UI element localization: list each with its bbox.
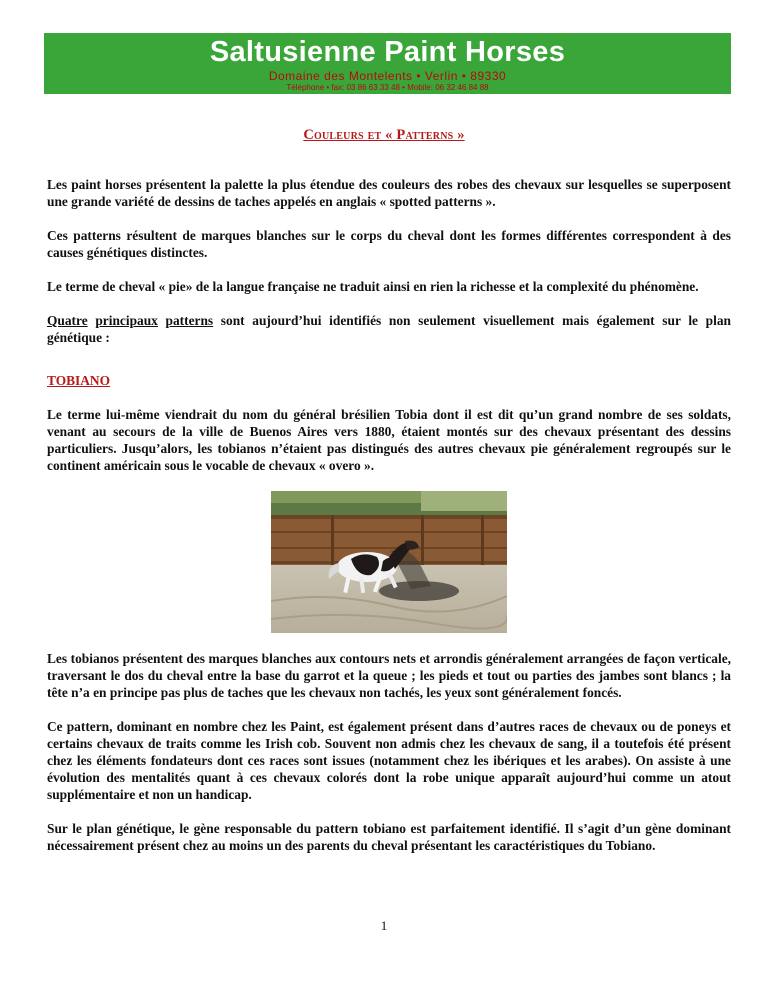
underlined-word-quatre: Quatre [47, 313, 88, 328]
intro-paragraph-4 [47, 312, 731, 346]
intro-paragraph-4-rest: sont aujourd’hui identifiés non seulement visuellement mais également sur le plan génétique : [47, 313, 731, 345]
header-address: Domaine des Montelents • Verlin • 89330 [268, 69, 507, 83]
page-number: 1 [380, 918, 388, 933]
tobiano-heading: TOBIANO [47, 373, 111, 388]
tobiano-horse-photo [271, 491, 507, 633]
header-title: Saltusienne Paint Horses [209, 36, 566, 68]
underlined-word-principaux: principaux [95, 313, 158, 328]
intro-paragraph-2: Ces patterns résultent de marques blanches sur le corps du cheval dont les formes différentes correspondent à des causes génétiques distinctes. [47, 228, 731, 260]
header-banner [44, 33, 731, 94]
tobiano-paragraph-2: Les tobianos présentent des marques blanches aux contours nets et arrondis généralement arrangées de façon verticale, traversant le dos du cheval entre la base du garrot et la queue ; les pieds et tout ou parties des jambes sont blancs ; la tête n’a en principe pas plus de taches que les chevaux non tachés, les yeux sont généralement foncés. [47, 651, 731, 700]
underlined-word-patterns: patterns [165, 313, 214, 328]
header-contact: Téléphone • fax: 03 86 63 33 48 • Mobile: 06 32 46 84 88 [286, 83, 489, 92]
tobiano-paragraph-3: Ce pattern, dominant en nombre chez les Paint, est également présent dans d’autres races de chevaux ou de poneys et certains chevaux de traits comme les Irish cob. Souvent non admis chez les chevaux de sang, il a toutefois été présent chez les éléments fondateurs dont ces races sont issues (notamment chez les ibériques et les arabes). On assiste à une évolution des mentalités quant à ces chevaux colorés dont la robe unique apparaît aujourd’hui comme un atout supplémentaire et non un handicap. [47, 719, 731, 802]
photo-container [47, 491, 731, 633]
intro-paragraph-3: Le terme de cheval « pie» de la langue française ne traduit ainsi en rien la richesse et la complexité du phénomène. [47, 279, 699, 294]
section-title: Couleurs et « Patterns » [303, 127, 465, 143]
tobiano-paragraph-4: Sur le plan génétique, le gène responsable du pattern tobiano est parfaitement identifié. Il s’agit d’un gène dominant nécessairement présent chez au moins un des parents du cheval présentant les caractéristiques du Tobiano. [47, 821, 731, 853]
intro-paragraph-1: Les paint horses présentent la palette la plus étendue des couleurs des robes des chevaux sur lesquelles se superposent une grande variété de dessins de taches appelés en anglais « spotted patterns ». [47, 177, 731, 209]
document-body [47, 176, 731, 871]
tobiano-paragraph-1: Le terme lui-même viendrait du nom du général brésilien Tobia dont il est dit qu’un grand nombre de ses soldats, venant au secours de la ville de Buenos Aires vers 1880, étaient montés sur des chevaux présentant des dessins particuliers. Jusqu’alors, les tobianos n’étaient pas distingués des autres chevaux pie généralement regroupés sur le continent américain sous le vocable de chevaux « overo ». [47, 407, 731, 473]
